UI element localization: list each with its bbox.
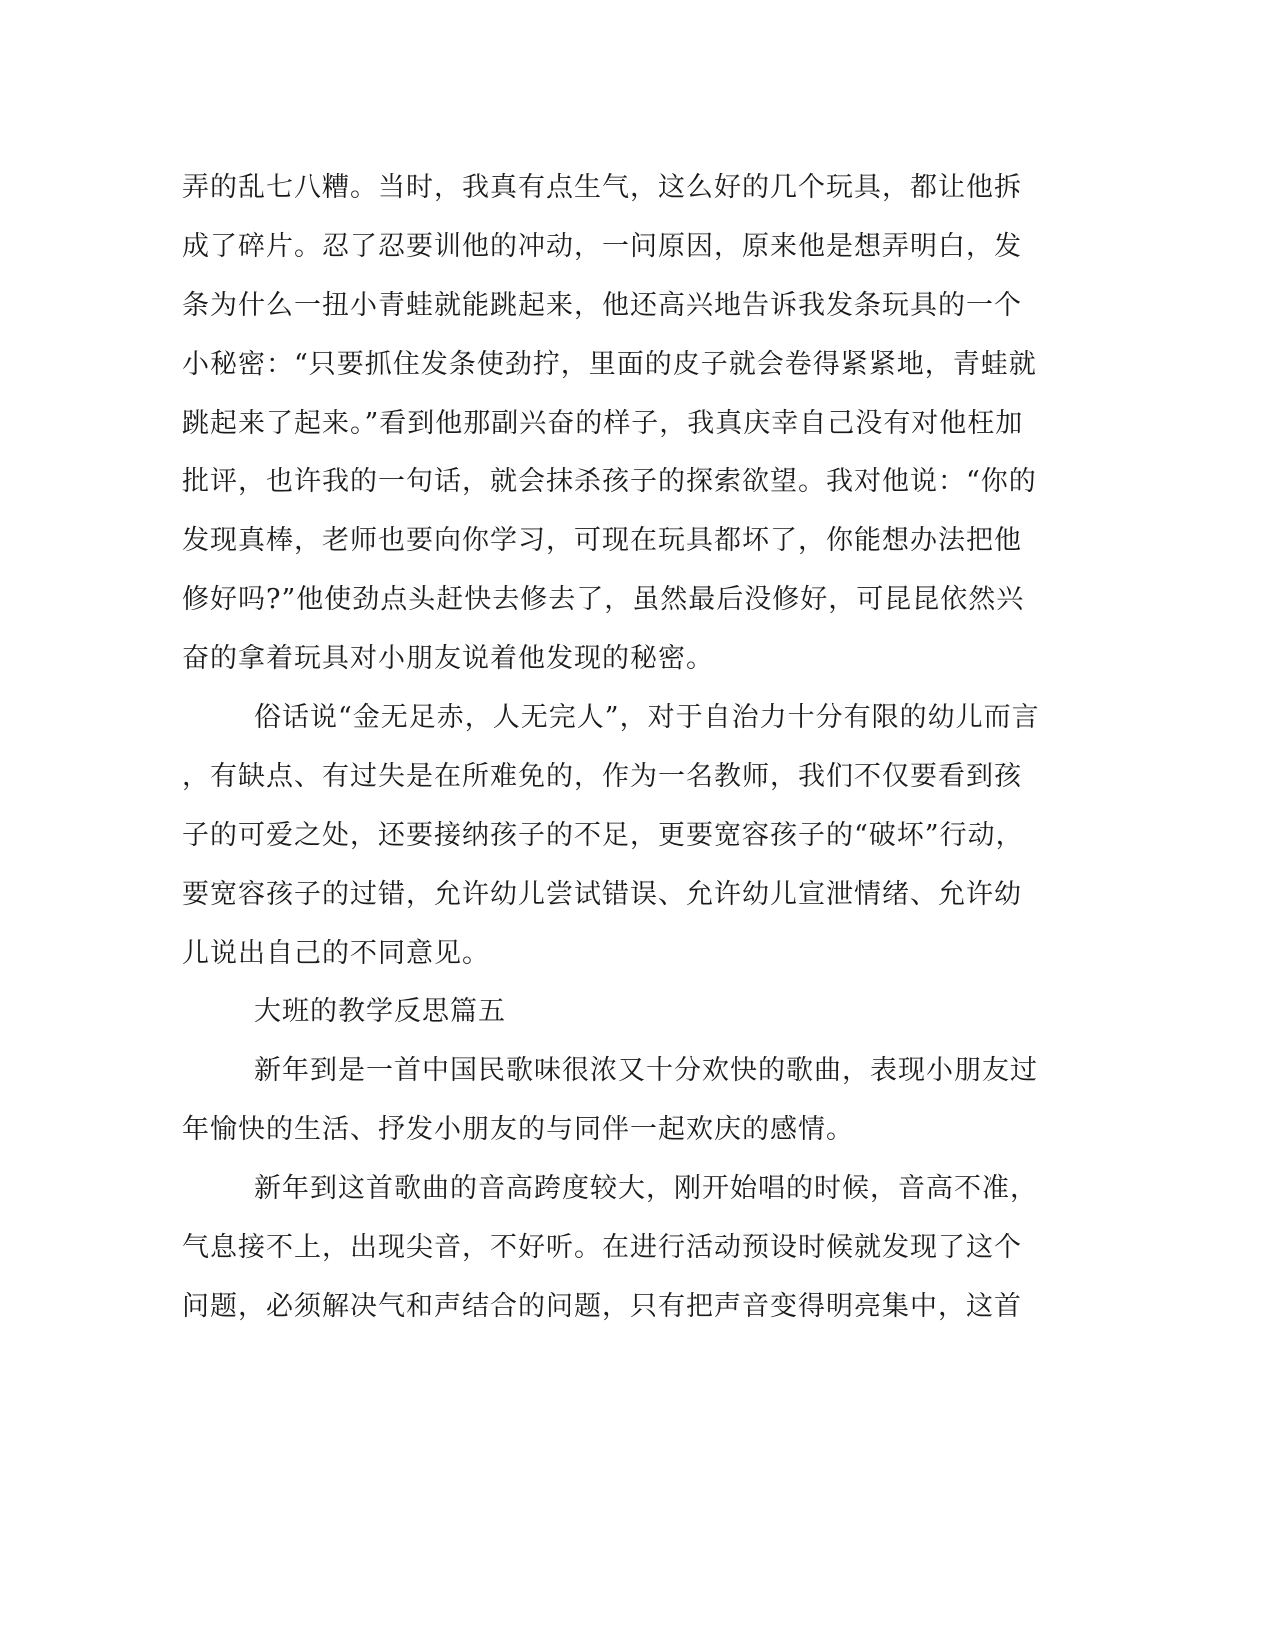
text-line: 小秘密：“只要抓住发条使劲拧，里面的皮子就会卷得紧紧地，青蛙就 (182, 348, 1037, 380)
text-line: 跳起来了起来。”看到他那副兴奋的样子，我真庆幸自己没有对他枉加 (182, 407, 1024, 439)
text-line: 问题，必须解决气和声结合的问题，只有把声音变得明亮集中，这首 (182, 1290, 1022, 1322)
text-line: ，有缺点、有过失是在所难免的，作为一名教师，我们不仅要看到孩 (182, 760, 1022, 792)
text-line: 弄的乱七八糟。当时，我真有点生气，这么好的几个玩具，都让他拆 (182, 172, 1022, 203)
text-line: 俗话说“金无足赤，人无完人”，对于自治力十分有限的幼儿而言 (254, 702, 1040, 734)
text-line: 成了碎片。忍了忍要训他的冲动，一问原因，原来他是想弄明白，发 (182, 230, 1022, 262)
text-line: 奋的拿着玩具对小朋友说着他发现的秘密。 (182, 643, 714, 675)
text-line: 儿说出自己的不同意见。 (182, 937, 490, 969)
text-line: 修好吗?”他使劲点头赶快去修去了，虽然最后没修好，可昆昆依然兴 (182, 584, 1025, 616)
body-text (182, 159, 1042, 1337)
text-line: 新年到这首歌曲的音高跨度较大，刚开始唱的时候，音高不准， (254, 1173, 1038, 1205)
text-line: 批评，也许我的一句话，就会抹杀孩子的探索欲望。我对他说：“你的 (182, 466, 1037, 498)
text-line: 年愉快的生活、抒发小朋友的与同伴一起欢庆的感情。 (182, 1114, 854, 1146)
text-line: 新年到是一首中国民歌味很浓又十分欢快的歌曲，表现小朋友过 (254, 1055, 1038, 1087)
text-line: 发现真棒，老师也要向你学习，可现在玩具都坏了，你能想办法把他 (182, 525, 1022, 557)
text-line: 要宽容孩子的过错，允许幼儿尝试错误、允许幼儿宣泄情绪、允许幼 (182, 878, 1022, 910)
text-line: 子的可爱之处，还要接纳孩子的不足，更要宽容孩子的“破坏”行动， (182, 819, 1024, 851)
text-line: 条为什么一扭小青蛙就能跳起来，他还高兴地告诉我发条玩具的一个 (182, 289, 1022, 321)
text-line: 大班的教学反思篇五 (254, 996, 506, 1028)
text-line: 气息接不上，出现尖音，不好听。在进行活动预设时候就发现了这个 (182, 1232, 1022, 1264)
